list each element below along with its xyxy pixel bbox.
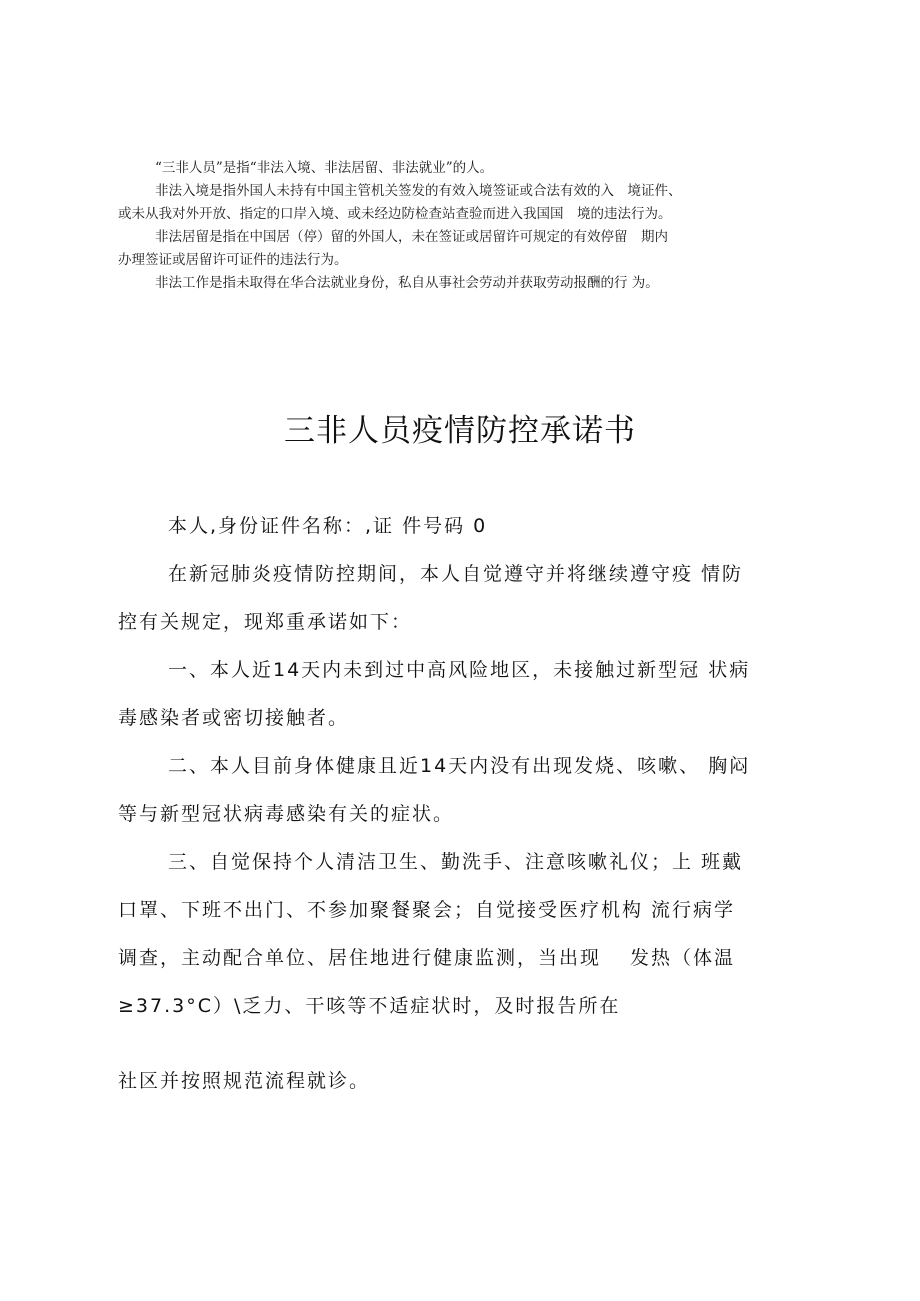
pledge-line: 一、本人近14天内未到过中高风险地区，未接触过新型冠 状病	[168, 659, 751, 681]
pledge-line: 二、本人目前身体健康且近14天内没有出现发烧、咳嗽、 胸闷	[168, 755, 751, 777]
pledge-line: 三、自觉保持个人清洁卫生、勤洗手、注意咳嗽礼仪；上 班戴	[168, 851, 744, 873]
pledge-line: 口罩、下班不出门、不参加聚餐聚会；自觉接受医疗机构 流行病学	[118, 899, 736, 921]
pledge-line: 调查，主动配合单位、居住地进行健康监测，当出现 发热（体温	[118, 947, 736, 969]
pledge-line: 毒感染者或密切接触者。	[118, 707, 350, 729]
definition-line: 或未从我对外开放、指定的口岸入境、或未经边防检查站查验而进入我国国 境的违法行为。	[118, 206, 672, 222]
document-title: 三非人员疫情防控承诺书	[284, 413, 636, 449]
definition-line: 非法居留是指在中国居（停）留的外国人，未在签证或居留许可规定的有效停留 期内	[155, 229, 668, 245]
definition-line: 办理签证或居留许可证件的违法行为。	[118, 252, 348, 268]
definition-line: 非法入境是指外国人未持有中国主管机关签发的有效入境签证或合法有效的入 境证件、	[155, 183, 682, 199]
pledge-line: 在新冠肺炎疫情防控期间，本人自觉遵守并将继续遵守疫 情防	[168, 563, 744, 585]
pledge-line: 等与新型冠状病毒感染有关的症状。	[118, 803, 455, 825]
pledge-line: 本人,身份证件名称：,证 件号码 0	[168, 515, 488, 537]
pledge-line: 控有关规定，现郑重承诺如下：	[118, 611, 413, 633]
definition-line: “三非人员”是指“非法入境、非法居留、非法就业”的人。	[155, 160, 494, 176]
paragraph-gap	[118, 1030, 818, 1057]
definitions-section	[118, 157, 818, 295]
pledge-line: 社区并按照规范流程就诊。	[118, 1070, 371, 1092]
pledge-line: ≥37.3°C）\乏力、干咳等不适症状时，及时报告所在	[118, 995, 621, 1017]
pledge-body	[118, 502, 818, 1105]
definition-line: 非法工作是指未取得在华合法就业身份，私自从事社会劳动并获取劳动报酬的行 为。	[155, 275, 659, 291]
